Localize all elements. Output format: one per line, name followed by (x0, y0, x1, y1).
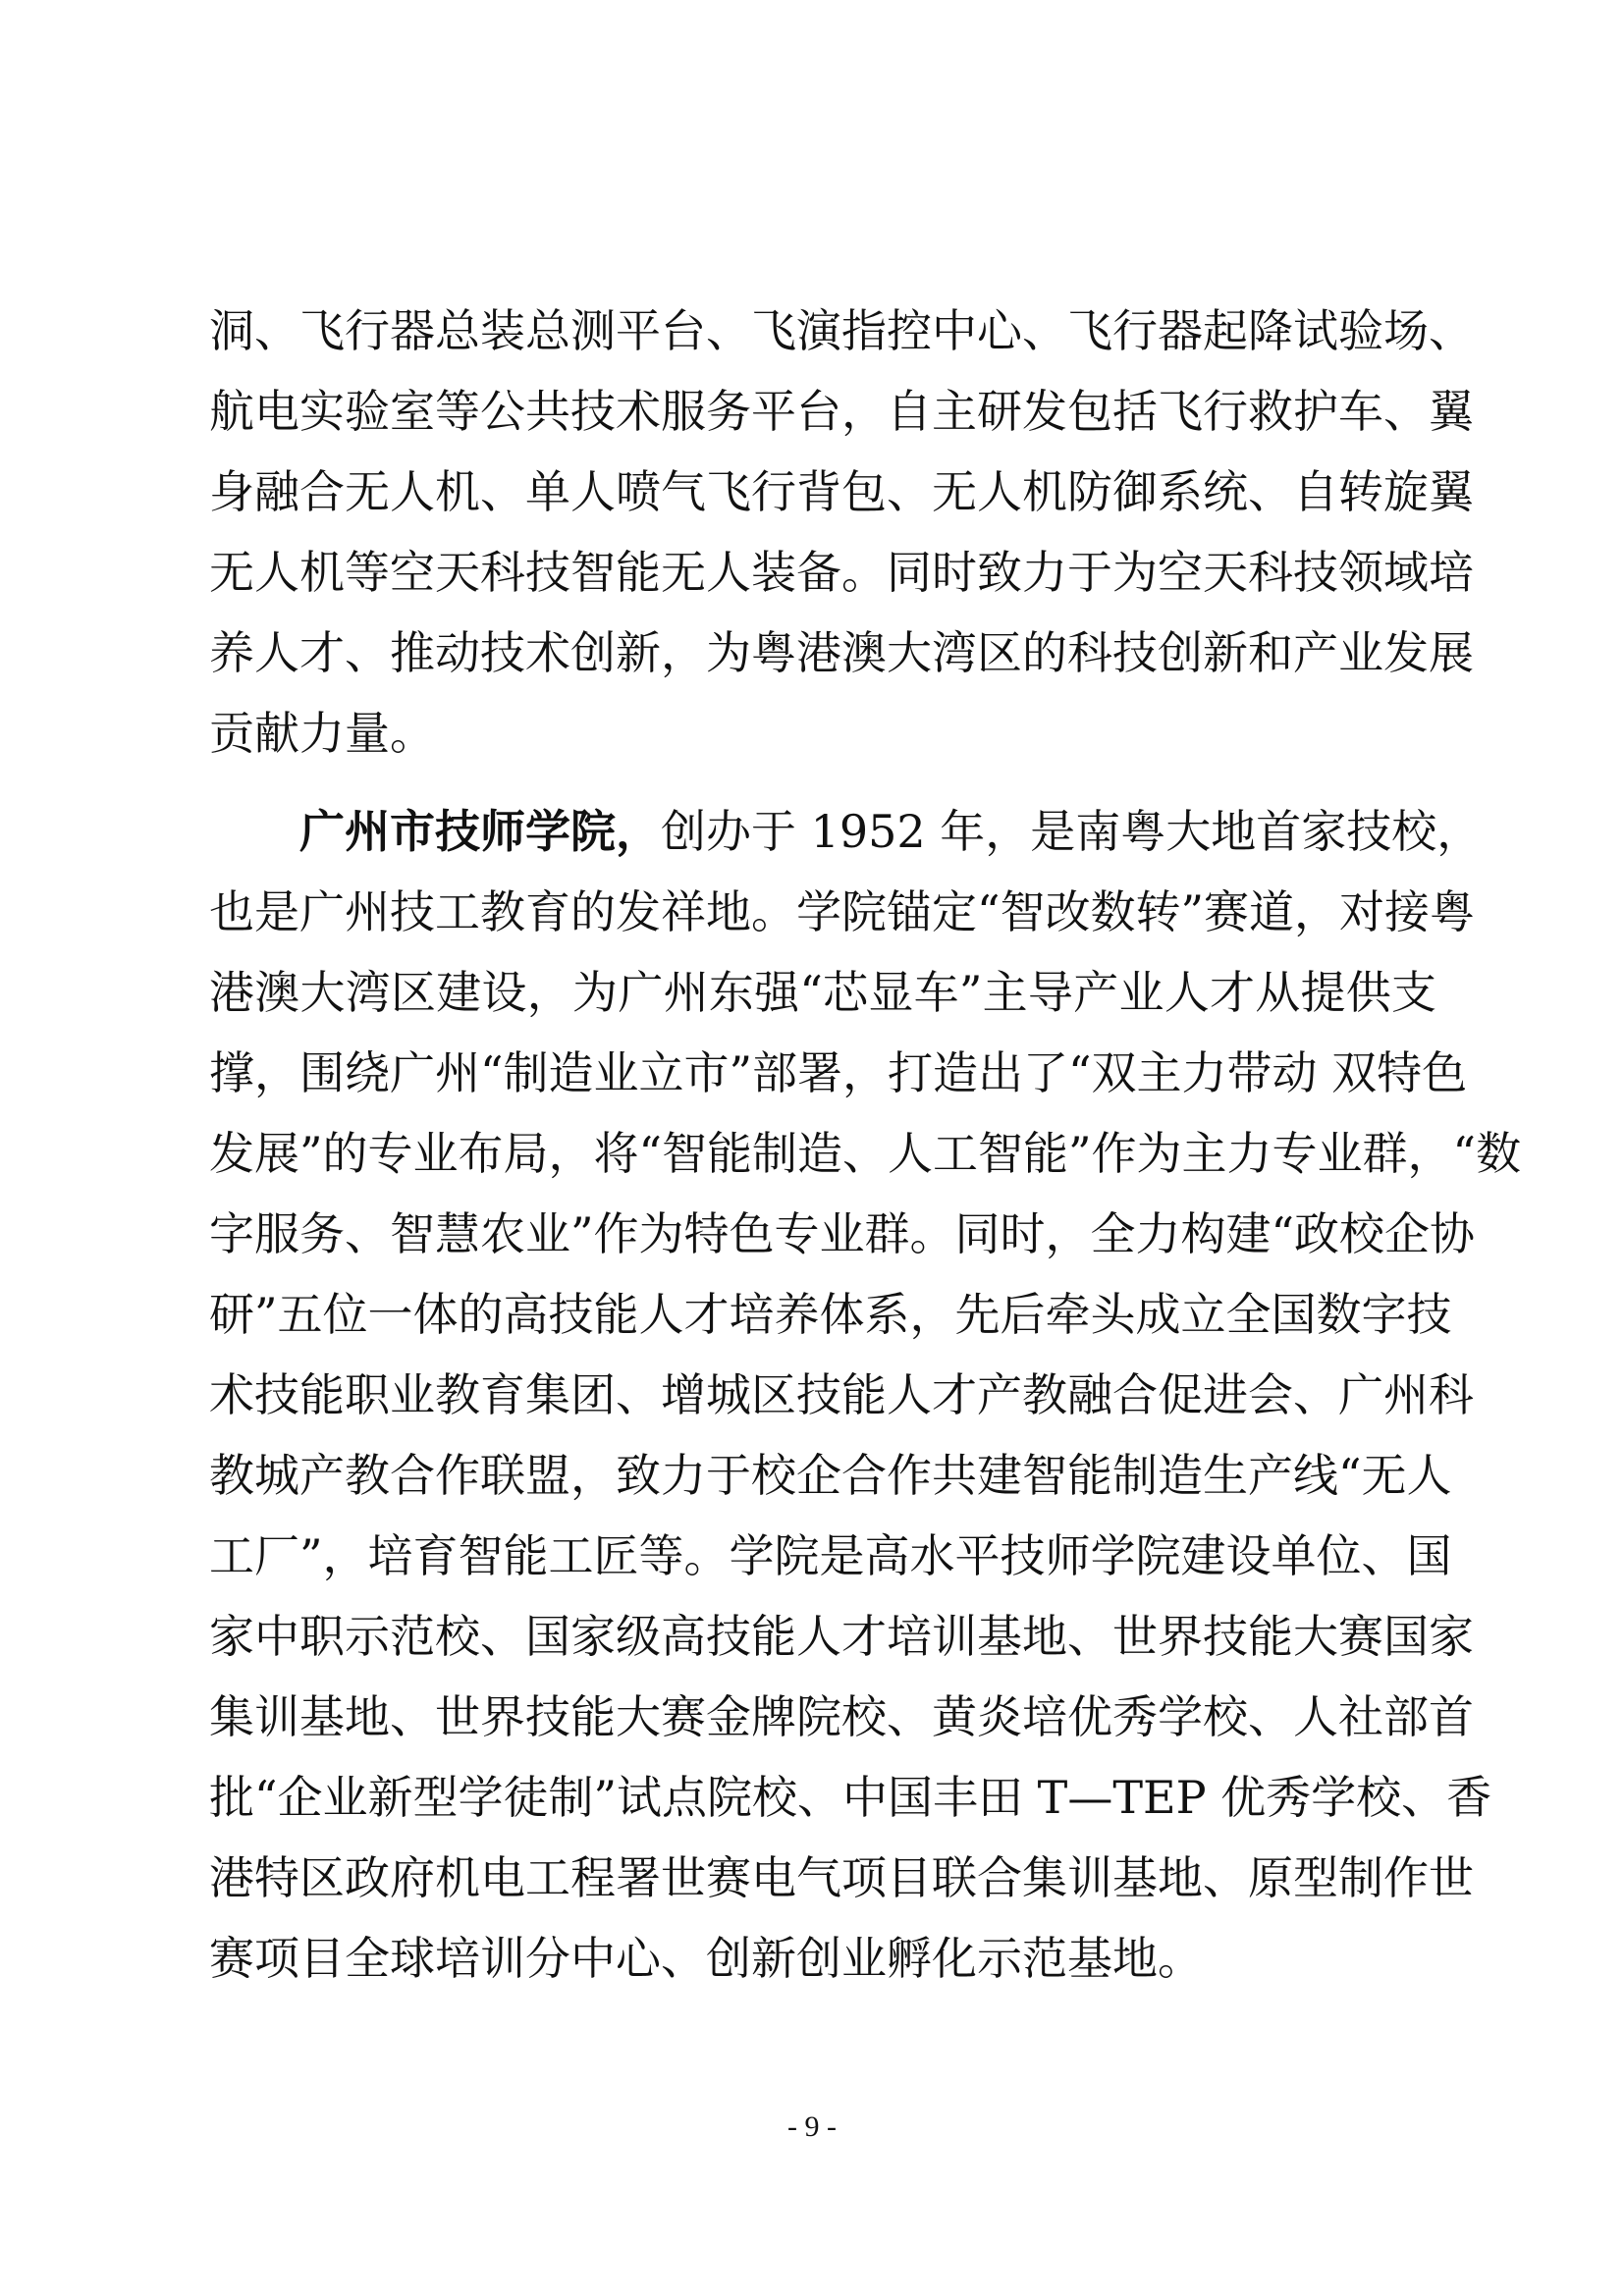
text-line: 批“企业新型学徒制”试点院校、中国丰田 T—TEP 优秀学校、香 (209, 1771, 1492, 1824)
text-line: 港澳大湾区建设，为广州东强“芯显车”主导产业人才从提供支 (209, 966, 1436, 1019)
text-line: 航电实验室等公共技术服务平台，自主研发包括飞行救护车、翼 (209, 385, 1474, 438)
first-line-rest: 创办于 1952 年，是南粤大地首家技校， (661, 805, 1483, 858)
text-line-first (209, 791, 1483, 872)
text-line: 术技能职业教育集团、增城区技能人才产教融合促进会、广州科 (209, 1368, 1474, 1421)
text-line: 发展”的专业布局，将“智能制造、人工智能”作为主力专业群，“数 (209, 1127, 1522, 1180)
text-line: 养人才、推动技术创新，为粤港澳大湾区的科技创新和产业发展 (209, 626, 1474, 679)
text-line: 研”五位一体的高技能人才培养体系，先后牵头成立全国数字技 (209, 1288, 1452, 1341)
text-line: 撑，围绕广州“制造业立市”部署，打造出了“双主力带动 双特色 (209, 1046, 1468, 1099)
text-line: 家中职示范校、国家级高技能人才培训基地、世界技能大赛国家 (209, 1610, 1474, 1663)
text-line: 身融合无人机、单人喷气飞行背包、无人机防御系统、自转旋翼 (209, 465, 1474, 518)
text-line: 赛项目全球培训分中心、创新创业孵化示范基地。 (209, 1932, 1203, 1985)
text-line: 港特区政府机电工程署世赛电气项目联合集训基地、原型制作世 (209, 1851, 1474, 1904)
paragraph-1 (209, 291, 1474, 774)
text-line: 贡献力量。 (209, 707, 435, 760)
text-line: 洞、飞行器总装总测平台、飞演指控中心、飞行器起降试验场、 (209, 304, 1474, 357)
institution-name: 广州市技师学院， (299, 805, 661, 858)
text-line: 也是广州技工教育的发祥地。学院锚定“智改数转”赛道，对接粤 (209, 885, 1476, 938)
text-line: 集训基地、世界技能大赛金牌院校、黄炎培优秀学校、人社部首 (209, 1690, 1474, 1743)
paragraph-2 (209, 791, 1522, 1999)
text-line: 工厂”，培育智能工匠等。学院是高水平技师学院建设单位、国 (209, 1529, 1452, 1582)
page-number: - 9 - (787, 2110, 837, 2143)
text-line: 字服务、智慧农业”作为特色专业群。同时，全力构建“政校企协 (209, 1207, 1476, 1260)
text-line: 无人机等空天科技智能无人装备。同时致力于为空天科技领域培 (209, 546, 1474, 599)
text-line: 教城产教合作联盟，致力于校企合作共建智能制造生产线“无人 (209, 1449, 1452, 1502)
